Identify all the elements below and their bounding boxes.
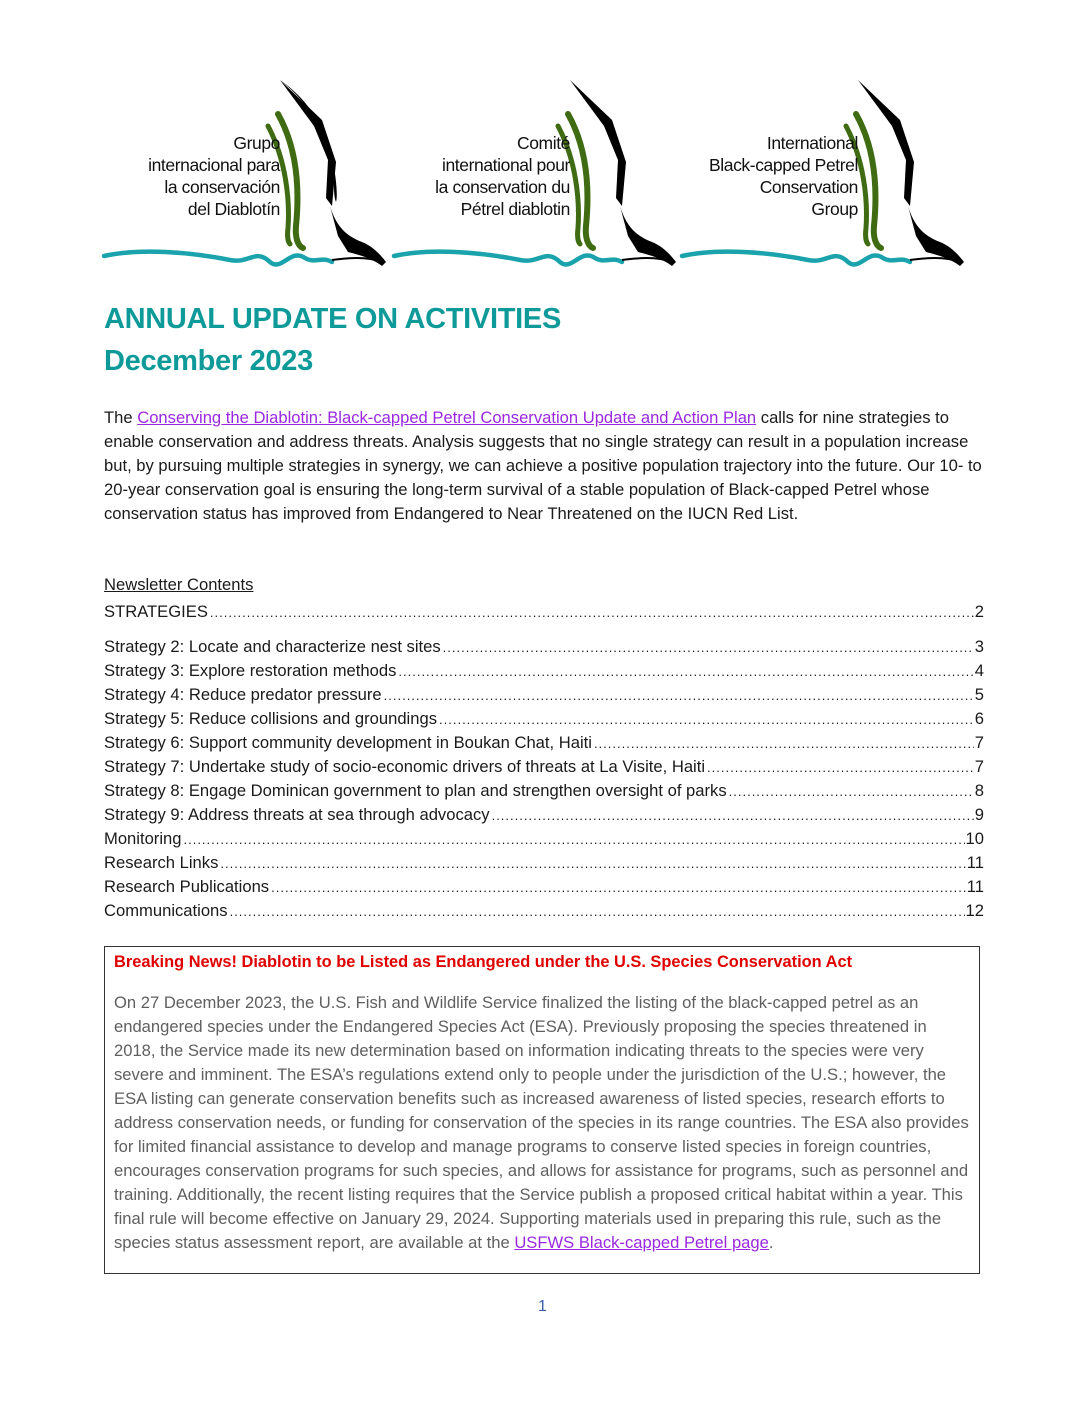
toc-entry[interactable]: Strategy 5: Reduce collisions and groundings ..... 6 bbox=[104, 707, 984, 731]
dot-leader bbox=[439, 708, 974, 732]
intro-paragraph: The Conserving the Diablotin: Black-capped Petrel Conservation Update and Action Plan calls for nine strategies to enable conservation and address threats. Analysis suggests that no single strategy can result in a population increase but, by pursuing multiple strategies in synergy, we can achieve a positive population trajectory into the future. Our 10- to 20-year conservation goal is ensuring the long-term survival of a stable population of Black-capped Petrel whose conservation status has improved from Endangered to Near Threatened on the IUCN Red List. bbox=[104, 408, 982, 523]
logo-text: Grupo internacional para la conservación del Diablotín bbox=[148, 133, 280, 219]
toc-entry[interactable]: Communications ..... 12 bbox=[104, 899, 984, 923]
dot-leader bbox=[210, 601, 974, 625]
title-date: December 2023 bbox=[104, 345, 313, 377]
dot-leader bbox=[220, 852, 965, 876]
action-plan-link[interactable]: Conserving the Diablotin: Black-capped Petrel Conservation Update and Action Plan bbox=[137, 408, 757, 427]
header-logos bbox=[100, 76, 980, 276]
dot-leader bbox=[443, 636, 974, 660]
toc-entry[interactable]: Strategy 7: Undertake study of socio-economic drivers of threats at La Visite, Haiti ..... 7 bbox=[104, 755, 984, 779]
logo-text: Comité international pour la conservation du Pétrel diablotin bbox=[435, 133, 570, 219]
logo-text: International Black-capped Petrel Conservation Group bbox=[708, 133, 858, 219]
toc-entry[interactable]: Research Links ..... 11 bbox=[104, 851, 984, 875]
dot-leader bbox=[594, 732, 974, 756]
dot-leader bbox=[384, 684, 974, 708]
dot-leader bbox=[398, 660, 973, 684]
page-title bbox=[104, 298, 561, 382]
dot-leader bbox=[183, 828, 964, 852]
dot-leader bbox=[729, 780, 974, 804]
title-line-1: ANNUAL UPDATE ON ACTIVITIES bbox=[104, 303, 561, 335]
dot-leader bbox=[492, 804, 974, 828]
dot-leader bbox=[271, 876, 966, 900]
table-of-contents bbox=[104, 600, 984, 923]
logo-english bbox=[678, 76, 970, 276]
usfws-petrel-page-link[interactable]: USFWS Black-capped Petrel page bbox=[514, 1233, 769, 1252]
toc-entry[interactable]: Monitoring ..... 10 bbox=[104, 827, 984, 851]
toc-entry[interactable]: Strategy 6: Support community development in Boukan Chat, Haiti ..... 7 bbox=[104, 731, 984, 755]
toc-entry[interactable]: Strategy 8: Engage Dominican government to plan and strengthen oversight of parks ..... 8 bbox=[104, 779, 984, 803]
toc-entry[interactable]: Strategy 2: Locate and characterize nest sites ..... 3 bbox=[104, 635, 984, 659]
toc-entry[interactable]: STRATEGIES ..... 2 bbox=[104, 600, 984, 624]
toc-entry[interactable]: Strategy 4: Reduce predator pressure ..... 5 bbox=[104, 683, 984, 707]
toc-entry[interactable]: Strategy 9: Address threats at sea through advocacy ..... 9 bbox=[104, 803, 984, 827]
contents-heading: Newsletter Contents bbox=[104, 575, 254, 594]
page-number: 1 bbox=[538, 1298, 547, 1315]
breaking-news-box bbox=[104, 946, 980, 1274]
news-headline: Breaking News! Diablotin to be Listed as Endangered under the U.S. Species Conservation Act bbox=[114, 953, 853, 971]
logo-spanish bbox=[100, 76, 392, 276]
toc-entry[interactable]: Strategy 3: Explore restoration methods ..... 4 bbox=[104, 659, 984, 683]
dot-leader bbox=[707, 756, 974, 780]
toc-entry[interactable]: Research Publications ..... 11 bbox=[104, 875, 984, 899]
logo-french bbox=[390, 76, 682, 276]
news-body: On 27 December 2023, the U.S. Fish and Wildlife Service finalized the listing of the black-capped petrel as an endangered species under the Endangered Species Act (ESA). Previously proposing the species threatened in 2018, the Service made its new determination based on information indicating threats to the species were very severe and imminent. The ESA’s regulations extend only to people under the jurisdiction of the U.S.; however, the ESA listing can generate conservation benefits such as increased awareness of listed species, research efforts to address conservation needs, or funding for conservation of the species in its range countries. The ESA also provides for limited financial assistance to develop and manage programs to conserve listed species in foreign countries, encourages conservation programs for such species, and allows for assistance for programs, such as personnel and training. Additionally, the recent listing requires that the Service publish a proposed critical habitat within a year. This final rule will become effective on January 29, 2024. Supporting materials used in preparing this rule, such as the species status assessment report, are available at the USFWS Black-capped Petrel page. bbox=[114, 993, 969, 1252]
dot-leader bbox=[230, 900, 965, 924]
